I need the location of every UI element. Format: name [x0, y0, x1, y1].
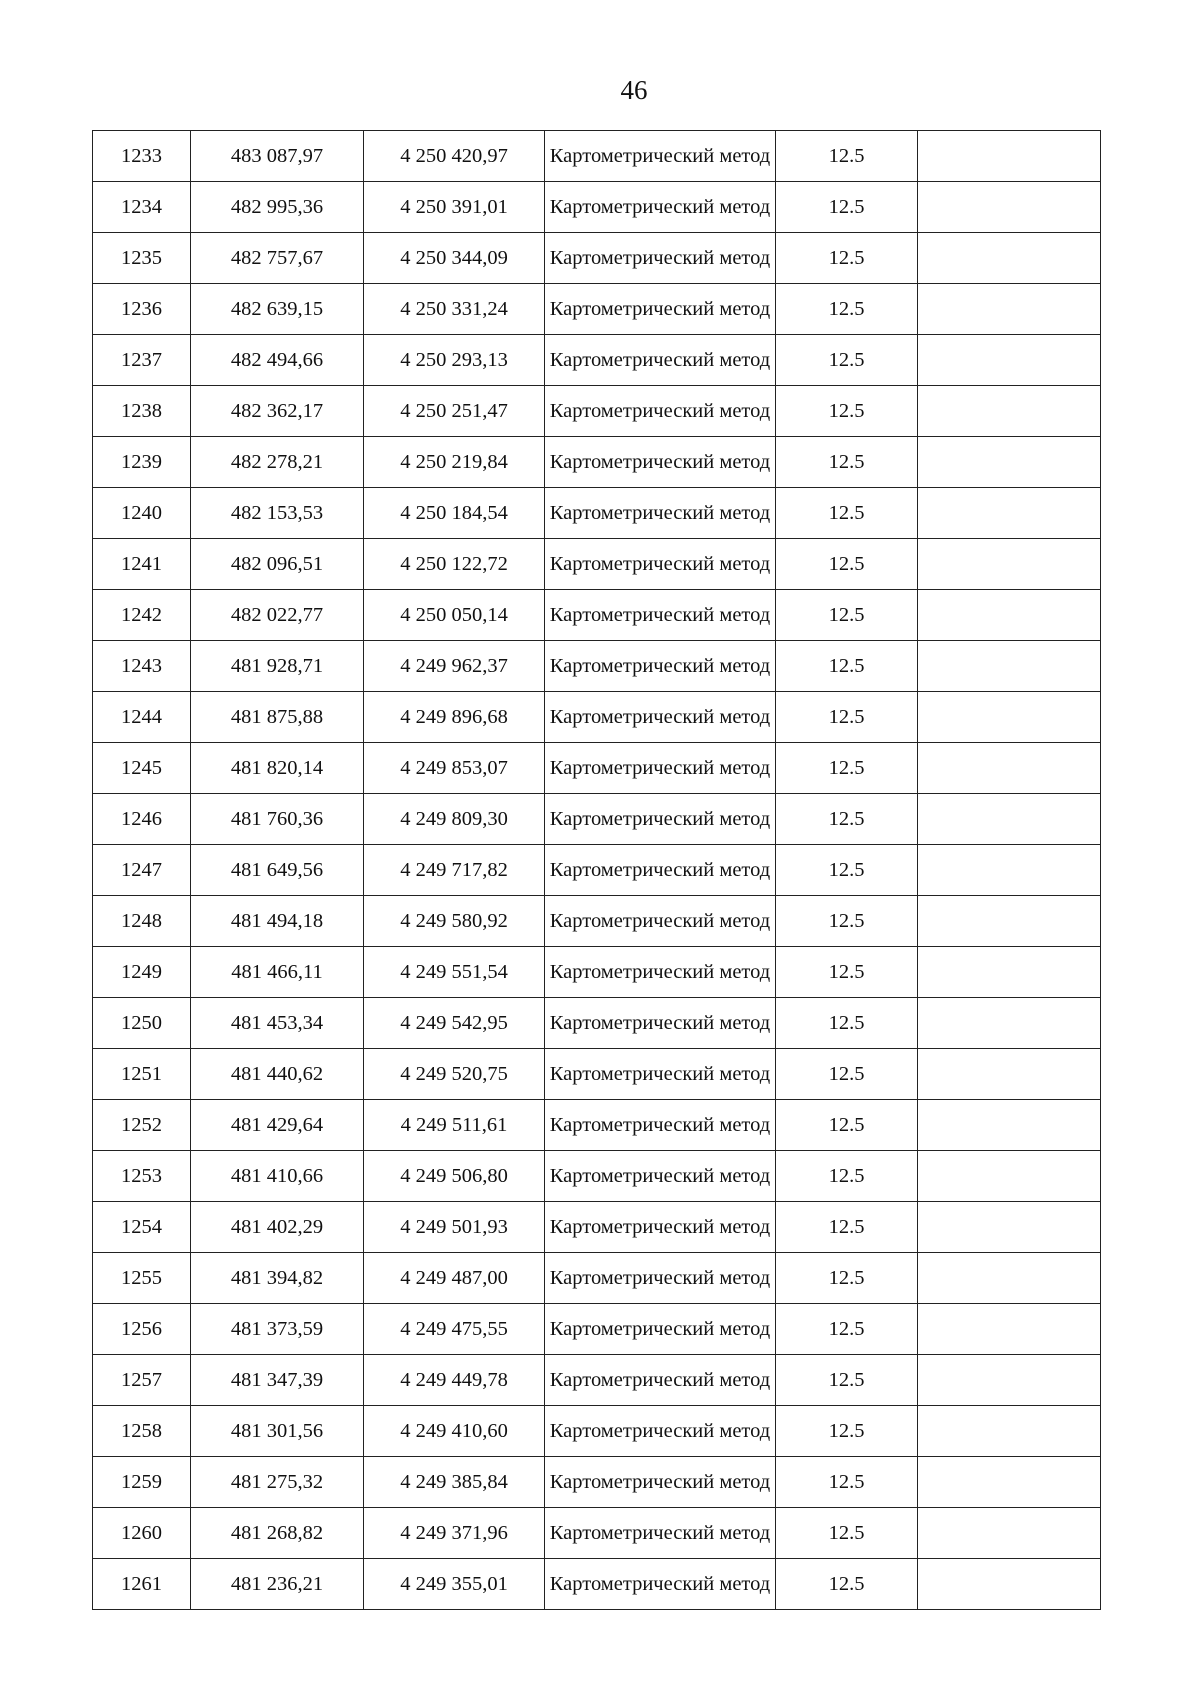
method-cell: Картометрический метод: [545, 539, 776, 590]
note-cell: [918, 1457, 1101, 1508]
note-cell: [918, 590, 1101, 641]
y-coordinate-cell: 4 249 551,54: [364, 947, 545, 998]
point-number-cell: 1261: [93, 1559, 191, 1610]
accuracy-cell: 12.5: [776, 845, 918, 896]
y-coordinate-cell: 4 250 251,47: [364, 386, 545, 437]
y-coordinate-cell: 4 250 331,24: [364, 284, 545, 335]
x-coordinate-cell: 481 760,36: [191, 794, 364, 845]
accuracy-cell: 12.5: [776, 539, 918, 590]
x-coordinate-cell: 481 429,64: [191, 1100, 364, 1151]
note-cell: [918, 1508, 1101, 1559]
y-coordinate-cell: 4 249 520,75: [364, 1049, 545, 1100]
table-row: [93, 1100, 1101, 1151]
method-cell: Картометрический метод: [545, 998, 776, 1049]
accuracy-cell: 12.5: [776, 284, 918, 335]
x-coordinate-cell: 481 347,39: [191, 1355, 364, 1406]
table-row: [93, 947, 1101, 998]
point-number-cell: 1254: [93, 1202, 191, 1253]
note-cell: [918, 335, 1101, 386]
method-cell: Картометрический метод: [545, 1304, 776, 1355]
accuracy-cell: 12.5: [776, 386, 918, 437]
table-row: [93, 1355, 1101, 1406]
method-cell: Картометрический метод: [545, 692, 776, 743]
y-coordinate-cell: 4 249 853,07: [364, 743, 545, 794]
coordinates-table-body: [93, 131, 1101, 1610]
x-coordinate-cell: 481 649,56: [191, 845, 364, 896]
x-coordinate-cell: 481 275,32: [191, 1457, 364, 1508]
accuracy-cell: 12.5: [776, 947, 918, 998]
accuracy-cell: 12.5: [776, 743, 918, 794]
y-coordinate-cell: 4 250 293,13: [364, 335, 545, 386]
x-coordinate-cell: 481 301,56: [191, 1406, 364, 1457]
method-cell: Картометрический метод: [545, 335, 776, 386]
note-cell: [918, 386, 1101, 437]
method-cell: Картометрический метод: [545, 1355, 776, 1406]
table-row: [93, 182, 1101, 233]
accuracy-cell: 12.5: [776, 590, 918, 641]
y-coordinate-cell: 4 250 122,72: [364, 539, 545, 590]
table-row: [93, 1202, 1101, 1253]
note-cell: [918, 488, 1101, 539]
table-row: [93, 386, 1101, 437]
note-cell: [918, 1202, 1101, 1253]
note-cell: [918, 1559, 1101, 1610]
method-cell: Картометрический метод: [545, 1253, 776, 1304]
y-coordinate-cell: 4 249 542,95: [364, 998, 545, 1049]
note-cell: [918, 182, 1101, 233]
x-coordinate-cell: 481 875,88: [191, 692, 364, 743]
table-row: [93, 1559, 1101, 1610]
method-cell: Картометрический метод: [545, 743, 776, 794]
table-row: [93, 692, 1101, 743]
y-coordinate-cell: 4 249 809,30: [364, 794, 545, 845]
note-cell: [918, 1355, 1101, 1406]
table-row: [93, 896, 1101, 947]
accuracy-cell: 12.5: [776, 131, 918, 182]
method-cell: Картометрический метод: [545, 182, 776, 233]
x-coordinate-cell: 481 402,29: [191, 1202, 364, 1253]
x-coordinate-cell: 481 410,66: [191, 1151, 364, 1202]
method-cell: Картометрический метод: [545, 794, 776, 845]
point-number-cell: 1233: [93, 131, 191, 182]
y-coordinate-cell: 4 250 219,84: [364, 437, 545, 488]
point-number-cell: 1252: [93, 1100, 191, 1151]
method-cell: Картометрический метод: [545, 284, 776, 335]
note-cell: [918, 896, 1101, 947]
y-coordinate-cell: 4 249 506,80: [364, 1151, 545, 1202]
accuracy-cell: 12.5: [776, 233, 918, 284]
page-number: 46: [620, 75, 648, 105]
method-cell: Картометрический метод: [545, 1049, 776, 1100]
x-coordinate-cell: 483 087,97: [191, 131, 364, 182]
x-coordinate-cell: 481 820,14: [191, 743, 364, 794]
table-row: [93, 794, 1101, 845]
y-coordinate-cell: 4 249 475,55: [364, 1304, 545, 1355]
table-row: [93, 437, 1101, 488]
point-number-cell: 1235: [93, 233, 191, 284]
y-coordinate-cell: 4 249 962,37: [364, 641, 545, 692]
table-row: [93, 284, 1101, 335]
accuracy-cell: 12.5: [776, 1049, 918, 1100]
point-number-cell: 1248: [93, 896, 191, 947]
accuracy-cell: 12.5: [776, 1559, 918, 1610]
table-row: [93, 1406, 1101, 1457]
accuracy-cell: 12.5: [776, 1202, 918, 1253]
point-number-cell: 1258: [93, 1406, 191, 1457]
accuracy-cell: 12.5: [776, 335, 918, 386]
y-coordinate-cell: 4 249 511,61: [364, 1100, 545, 1151]
accuracy-cell: 12.5: [776, 1253, 918, 1304]
point-number-cell: 1236: [93, 284, 191, 335]
note-cell: [918, 947, 1101, 998]
method-cell: Картометрический метод: [545, 1406, 776, 1457]
point-number-cell: 1240: [93, 488, 191, 539]
x-coordinate-cell: 482 494,66: [191, 335, 364, 386]
note-cell: [918, 743, 1101, 794]
x-coordinate-cell: 482 639,15: [191, 284, 364, 335]
x-coordinate-cell: 481 373,59: [191, 1304, 364, 1355]
point-number-cell: 1247: [93, 845, 191, 896]
x-coordinate-cell: 481 453,34: [191, 998, 364, 1049]
table-row: [93, 539, 1101, 590]
point-number-cell: 1249: [93, 947, 191, 998]
table-row: [93, 488, 1101, 539]
accuracy-cell: 12.5: [776, 1304, 918, 1355]
x-coordinate-cell: 481 494,18: [191, 896, 364, 947]
accuracy-cell: 12.5: [776, 998, 918, 1049]
x-coordinate-cell: 482 757,67: [191, 233, 364, 284]
point-number-cell: 1256: [93, 1304, 191, 1355]
note-cell: [918, 1100, 1101, 1151]
method-cell: Картометрический метод: [545, 1202, 776, 1253]
x-coordinate-cell: 482 995,36: [191, 182, 364, 233]
table-row: [93, 1304, 1101, 1355]
note-cell: [918, 692, 1101, 743]
y-coordinate-cell: 4 250 420,97: [364, 131, 545, 182]
table-row: [93, 1151, 1101, 1202]
y-coordinate-cell: 4 249 410,60: [364, 1406, 545, 1457]
method-cell: Картометрический метод: [545, 1151, 776, 1202]
accuracy-cell: 12.5: [776, 182, 918, 233]
y-coordinate-cell: 4 249 385,84: [364, 1457, 545, 1508]
accuracy-cell: 12.5: [776, 1457, 918, 1508]
y-coordinate-cell: 4 249 487,00: [364, 1253, 545, 1304]
note-cell: [918, 1406, 1101, 1457]
point-number-cell: 1259: [93, 1457, 191, 1508]
x-coordinate-cell: 482 096,51: [191, 539, 364, 590]
accuracy-cell: 12.5: [776, 896, 918, 947]
point-number-cell: 1257: [93, 1355, 191, 1406]
y-coordinate-cell: 4 250 391,01: [364, 182, 545, 233]
table-row: [93, 590, 1101, 641]
method-cell: Картометрический метод: [545, 896, 776, 947]
point-number-cell: 1237: [93, 335, 191, 386]
note-cell: [918, 1304, 1101, 1355]
method-cell: Картометрический метод: [545, 437, 776, 488]
point-number-cell: 1242: [93, 590, 191, 641]
y-coordinate-cell: 4 249 501,93: [364, 1202, 545, 1253]
note-cell: [918, 233, 1101, 284]
x-coordinate-cell: 481 236,21: [191, 1559, 364, 1610]
accuracy-cell: 12.5: [776, 1406, 918, 1457]
coordinates-table: [92, 130, 1101, 1610]
note-cell: [918, 284, 1101, 335]
note-cell: [918, 794, 1101, 845]
method-cell: Картометрический метод: [545, 641, 776, 692]
x-coordinate-cell: 482 362,17: [191, 386, 364, 437]
point-number-cell: 1251: [93, 1049, 191, 1100]
table-row: [93, 1508, 1101, 1559]
point-number-cell: 1246: [93, 794, 191, 845]
accuracy-cell: 12.5: [776, 641, 918, 692]
point-number-cell: 1253: [93, 1151, 191, 1202]
point-number-cell: 1250: [93, 998, 191, 1049]
x-coordinate-cell: 481 466,11: [191, 947, 364, 998]
accuracy-cell: 12.5: [776, 1151, 918, 1202]
method-cell: Картометрический метод: [545, 233, 776, 284]
point-number-cell: 1260: [93, 1508, 191, 1559]
table-row: [93, 1253, 1101, 1304]
table-row: [93, 998, 1101, 1049]
x-coordinate-cell: 482 278,21: [191, 437, 364, 488]
accuracy-cell: 12.5: [776, 794, 918, 845]
accuracy-cell: 12.5: [776, 1355, 918, 1406]
x-coordinate-cell: 481 394,82: [191, 1253, 364, 1304]
method-cell: Картометрический метод: [545, 947, 776, 998]
method-cell: Картометрический метод: [545, 1457, 776, 1508]
method-cell: Картометрический метод: [545, 488, 776, 539]
point-number-cell: 1238: [93, 386, 191, 437]
x-coordinate-cell: 482 022,77: [191, 590, 364, 641]
y-coordinate-cell: 4 250 184,54: [364, 488, 545, 539]
table-row: [93, 845, 1101, 896]
point-number-cell: 1234: [93, 182, 191, 233]
point-number-cell: 1255: [93, 1253, 191, 1304]
point-number-cell: 1245: [93, 743, 191, 794]
y-coordinate-cell: 4 249 896,68: [364, 692, 545, 743]
point-number-cell: 1239: [93, 437, 191, 488]
note-cell: [918, 539, 1101, 590]
method-cell: Картометрический метод: [545, 1508, 776, 1559]
table-row: [93, 233, 1101, 284]
y-coordinate-cell: 4 249 371,96: [364, 1508, 545, 1559]
x-coordinate-cell: 481 268,82: [191, 1508, 364, 1559]
table-row: [93, 1457, 1101, 1508]
method-cell: Картометрический метод: [545, 386, 776, 437]
method-cell: Картометрический метод: [545, 845, 776, 896]
y-coordinate-cell: 4 250 050,14: [364, 590, 545, 641]
y-coordinate-cell: 4 250 344,09: [364, 233, 545, 284]
note-cell: [918, 1049, 1101, 1100]
table-row: [93, 335, 1101, 386]
note-cell: [918, 1151, 1101, 1202]
y-coordinate-cell: 4 249 449,78: [364, 1355, 545, 1406]
point-number-cell: 1241: [93, 539, 191, 590]
accuracy-cell: 12.5: [776, 692, 918, 743]
accuracy-cell: 12.5: [776, 437, 918, 488]
x-coordinate-cell: 482 153,53: [191, 488, 364, 539]
method-cell: Картометрический метод: [545, 1100, 776, 1151]
note-cell: [918, 437, 1101, 488]
note-cell: [918, 1253, 1101, 1304]
table-row: [93, 131, 1101, 182]
point-number-cell: 1244: [93, 692, 191, 743]
accuracy-cell: 12.5: [776, 1100, 918, 1151]
y-coordinate-cell: 4 249 717,82: [364, 845, 545, 896]
note-cell: [918, 641, 1101, 692]
table-row: [93, 641, 1101, 692]
x-coordinate-cell: 481 928,71: [191, 641, 364, 692]
y-coordinate-cell: 4 249 580,92: [364, 896, 545, 947]
accuracy-cell: 12.5: [776, 1508, 918, 1559]
method-cell: Картометрический метод: [545, 1559, 776, 1610]
method-cell: Картометрический метод: [545, 590, 776, 641]
x-coordinate-cell: 481 440,62: [191, 1049, 364, 1100]
table-row: [93, 1049, 1101, 1100]
method-cell: Картометрический метод: [545, 131, 776, 182]
note-cell: [918, 998, 1101, 1049]
point-number-cell: 1243: [93, 641, 191, 692]
note-cell: [918, 845, 1101, 896]
accuracy-cell: 12.5: [776, 488, 918, 539]
table-row: [93, 743, 1101, 794]
note-cell: [918, 131, 1101, 182]
y-coordinate-cell: 4 249 355,01: [364, 1559, 545, 1610]
